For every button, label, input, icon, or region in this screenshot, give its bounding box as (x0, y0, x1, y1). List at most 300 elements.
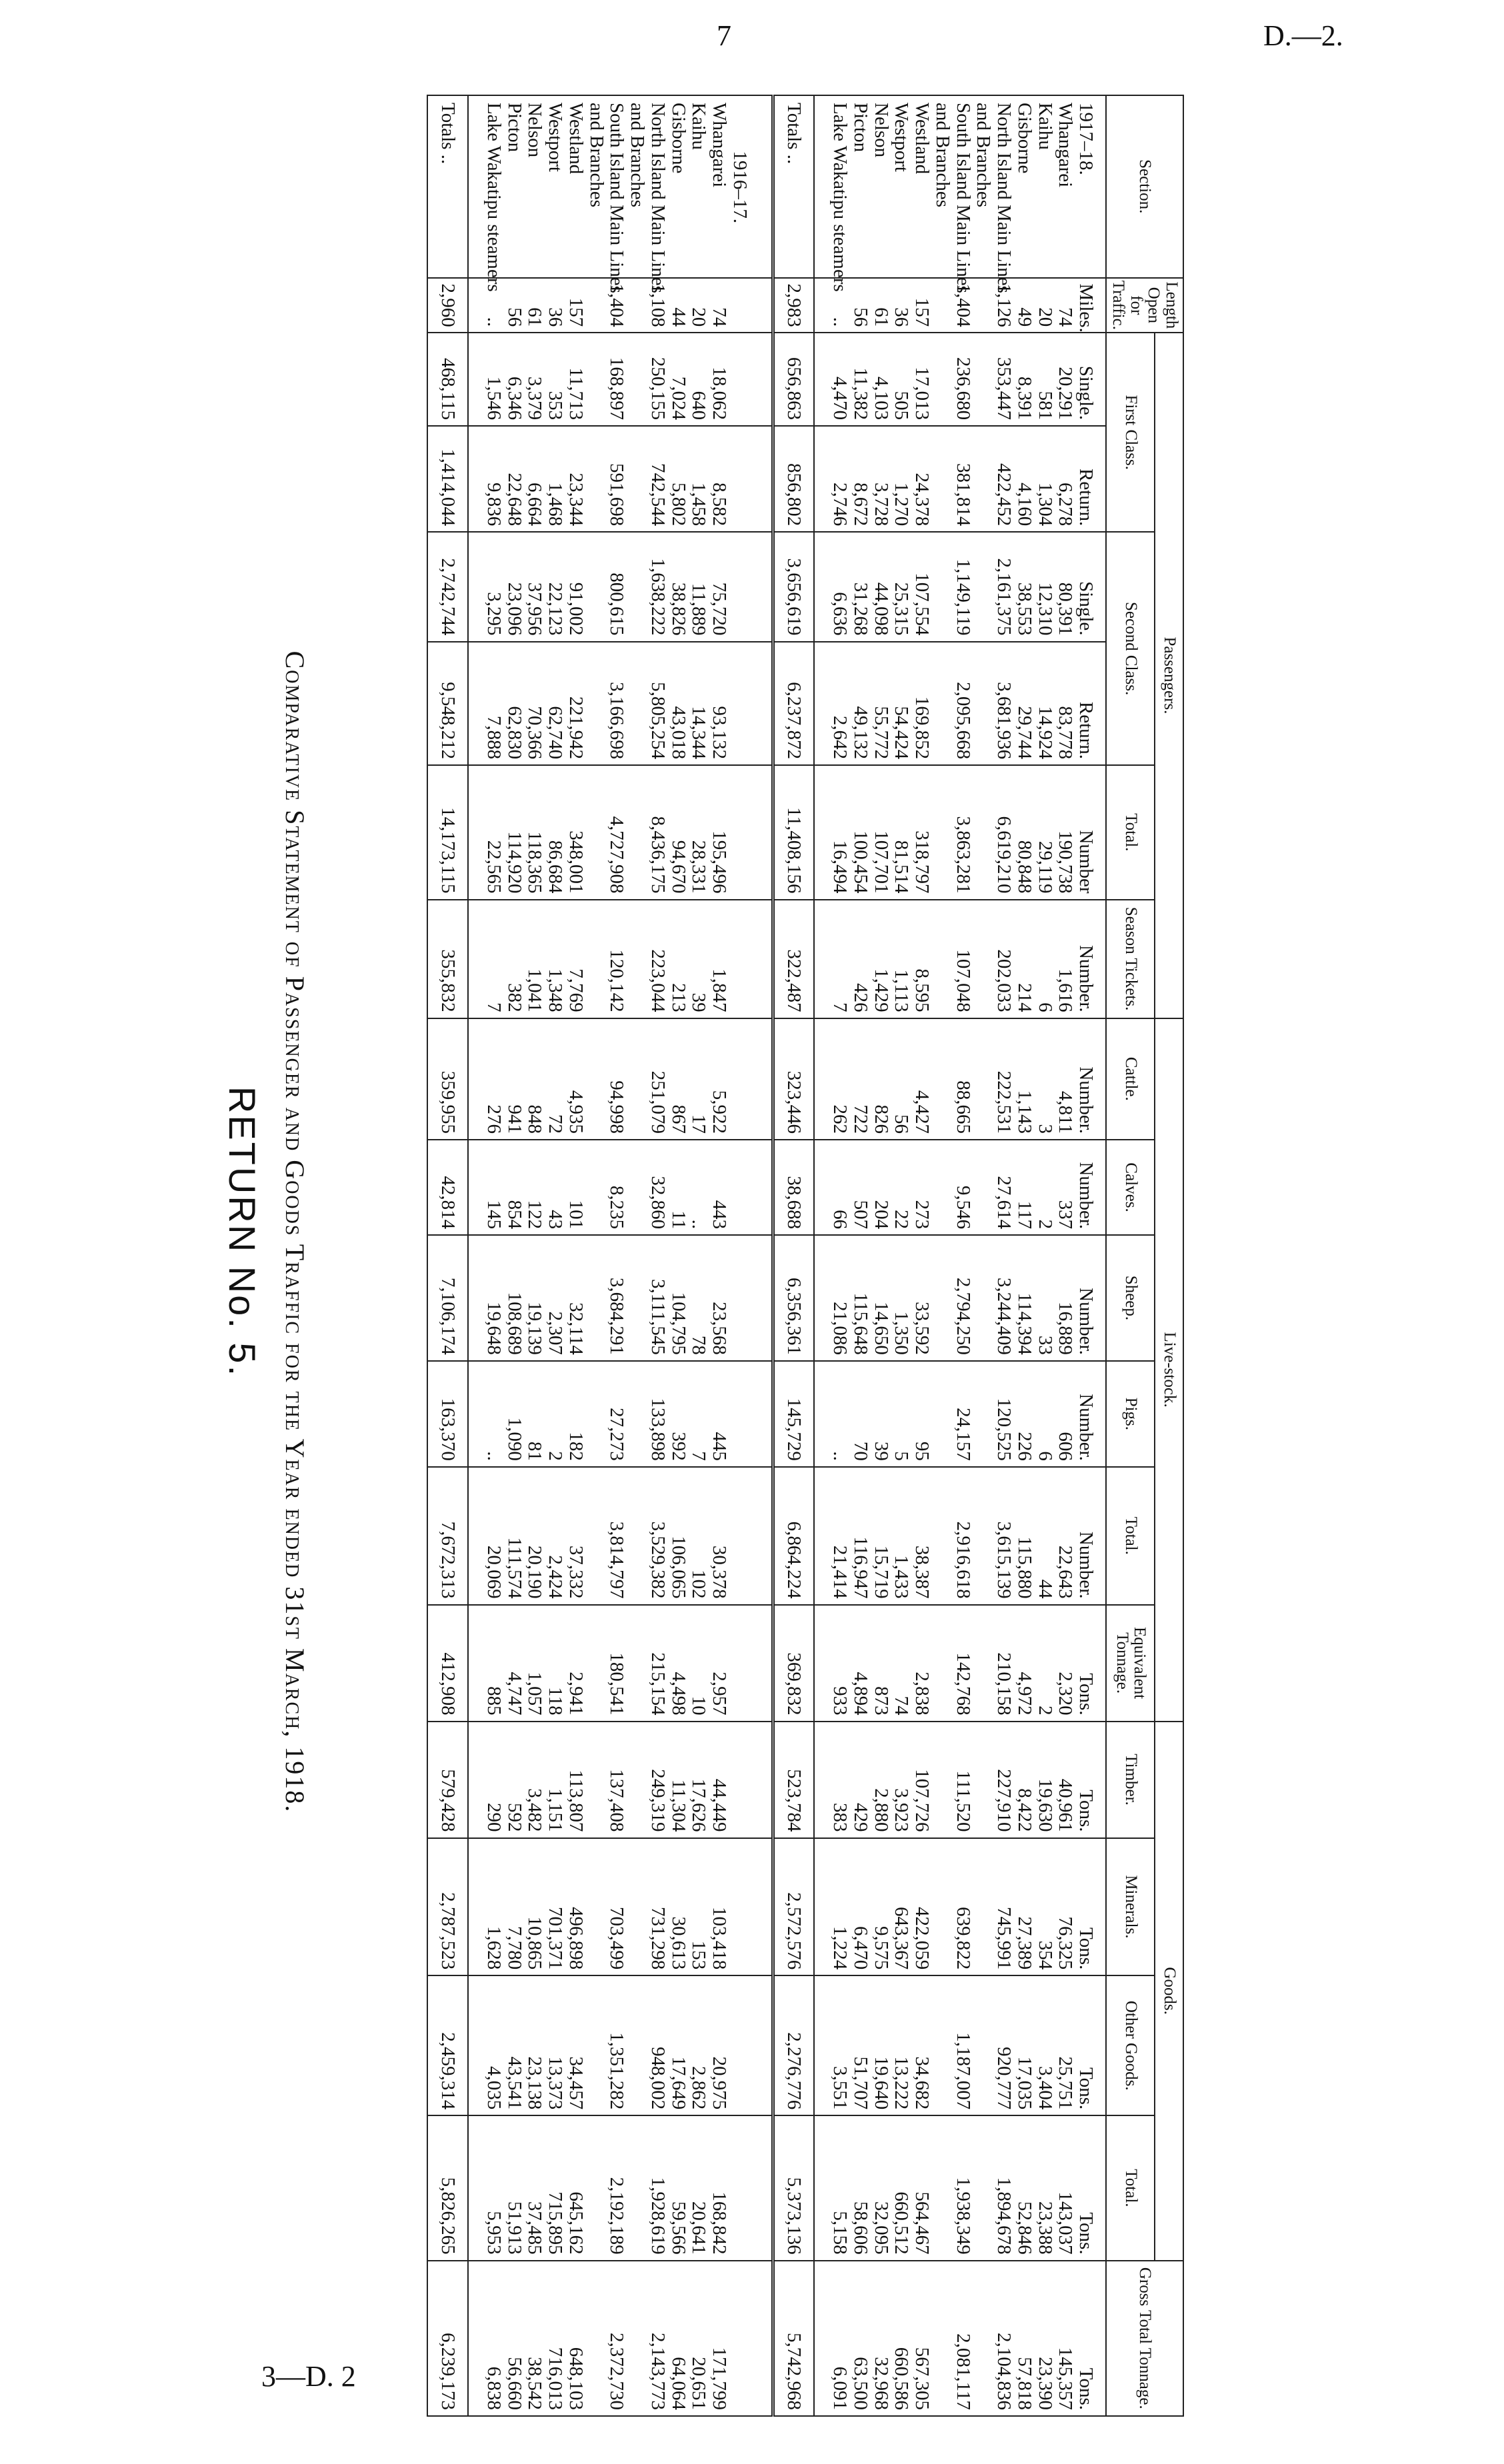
value-cell: 145,729 (773, 1361, 814, 1467)
value-cell (729, 1838, 757, 1976)
value-cell: 920,777 (993, 1975, 1014, 2115)
value-cell (757, 642, 773, 766)
goods-header: Goods. (1155, 1722, 1183, 2261)
value-cell (814, 765, 829, 899)
value-cell: 1,847 (709, 900, 729, 1018)
statement-subtitle: Comparative Statement of Passenger and Goods Traffic for the Year ended 31st March, 1918. (280, 650, 310, 1814)
value-cell (932, 1018, 953, 1140)
cattle-header: Cattle. (1106, 1018, 1155, 1140)
value-cell: 16,494 (829, 765, 850, 899)
value-cell: 496,898 (565, 1838, 586, 1976)
equivalent-header: Equivalent Tonnage. (1106, 1605, 1155, 1722)
value-cell: 20 (1035, 278, 1055, 333)
value-cell: 12,310 (1035, 532, 1055, 641)
value-cell: 10 (689, 1605, 709, 1722)
unit-label: Number. (1075, 1361, 1106, 1467)
value-cell (757, 1235, 773, 1361)
unit-label: Return. (1075, 426, 1106, 532)
section-cell: Westland (911, 95, 932, 278)
value-cell: 114,394 (1014, 1235, 1035, 1361)
value-cell: 210,158 (993, 1605, 1014, 1722)
value-cell: 23,096 (504, 532, 525, 641)
value-cell: 1,429 (871, 900, 891, 1018)
timber-header: Timber. (1106, 1722, 1155, 1838)
value-cell: 392 (668, 1361, 689, 1467)
value-cell (814, 1838, 829, 1976)
value-cell (586, 1018, 607, 1140)
table-row (483, 95, 504, 2416)
value-cell (973, 1722, 994, 1838)
value-cell: 8,595 (911, 900, 932, 1018)
value-cell (729, 1018, 757, 1140)
value-cell: 62,740 (545, 642, 565, 766)
value-cell: 6 (1035, 1361, 1055, 1467)
section-cell: Gisborne (668, 95, 689, 278)
value-cell: 43,541 (504, 1975, 525, 2115)
value-cell: 4,894 (850, 1605, 871, 1722)
section-cell: Kaihu (689, 95, 709, 278)
value-cell: 32,860 (647, 1140, 668, 1235)
value-cell: 5,826,265 (427, 2115, 468, 2260)
value-cell: 505 (891, 333, 912, 426)
value-cell: 44 (1035, 1467, 1055, 1605)
value-cell (586, 765, 607, 899)
value-cell: 1,414,044 (427, 426, 468, 532)
value-cell: 1,270 (891, 426, 912, 532)
value-cell: 1,433 (891, 1467, 912, 1605)
section-cell: Nelson (525, 95, 545, 278)
value-cell (814, 1467, 829, 1605)
section-cell: and Branches (973, 95, 994, 278)
value-cell (973, 1140, 994, 1235)
value-cell: 107,726 (911, 1722, 932, 1838)
value-cell: 14,344 (689, 642, 709, 766)
value-cell: 25,315 (891, 532, 912, 641)
value-cell: 1,938,349 (953, 2115, 973, 2260)
value-cell: 656,863 (773, 333, 814, 426)
value-cell: 38,542 (525, 2261, 545, 2416)
value-cell: 221,942 (565, 642, 586, 766)
value-cell: 145 (483, 1140, 504, 1235)
value-cell (932, 1361, 953, 1467)
value-cell (468, 900, 483, 1018)
value-cell (586, 900, 607, 1018)
value-cell: 3,404 (1035, 1975, 1055, 2115)
value-cell: 75,720 (709, 532, 729, 641)
value-cell: 54,424 (891, 642, 912, 766)
units-row (1075, 95, 1106, 2416)
unit-label: Tons. (1075, 2115, 1106, 2260)
value-cell: 120,525 (993, 1361, 1014, 1467)
value-cell: 11 (668, 1140, 689, 1235)
value-cell (757, 1140, 773, 1235)
value-cell: 145,357 (1055, 2261, 1076, 2416)
value-cell: 581 (1035, 333, 1055, 426)
value-cell: 5,922 (709, 1018, 729, 1140)
season-header: Season Tickets. (1106, 900, 1155, 1018)
value-cell: 5 (891, 1361, 912, 1467)
table-row (627, 95, 647, 2416)
table-row (689, 95, 709, 2416)
value-cell: 23,388 (1035, 2115, 1055, 2260)
value-cell: 2,459,314 (427, 1975, 468, 2115)
value-cell: 1,616 (1055, 900, 1076, 1018)
value-cell: 4,747 (504, 1605, 525, 1722)
value-cell: 4,160 (1014, 426, 1035, 532)
value-cell: 44,098 (871, 532, 891, 641)
value-cell: 13,373 (545, 1975, 565, 2115)
value-cell: 56 (891, 1018, 912, 1140)
value-cell: 43,018 (668, 642, 689, 766)
value-cell: 6,619,210 (993, 765, 1014, 899)
livestock-total-header: Total. (1106, 1467, 1155, 1605)
section-cell: Lake Wakatipu steamers (829, 95, 850, 278)
section-cell: Westport (891, 95, 912, 278)
value-cell: 27,614 (993, 1140, 1014, 1235)
section-cell: Westland (565, 95, 586, 278)
value-cell: 273 (911, 1140, 932, 1235)
value-cell (973, 1235, 994, 1361)
spacer-row (814, 95, 829, 2416)
value-cell: 111,520 (953, 1722, 973, 1838)
value-cell (468, 1722, 483, 1838)
value-cell: 190,738 (1055, 765, 1076, 899)
value-cell: 3,615,139 (993, 1467, 1014, 1605)
value-cell (932, 426, 953, 532)
section-cell: Whangarei (1055, 95, 1076, 278)
value-cell: 30,378 (709, 1467, 729, 1605)
value-cell: 337 (1055, 1140, 1076, 1235)
value-cell: 4,035 (483, 1975, 504, 2115)
value-cell (586, 1605, 607, 1722)
value-cell: 10,865 (525, 1838, 545, 1976)
page-number: 7 (717, 19, 731, 52)
value-cell (757, 532, 773, 641)
value-cell: 2,320 (1055, 1605, 1076, 1722)
value-cell: 36 (891, 278, 912, 333)
value-cell (468, 532, 483, 641)
value-cell: 1,348 (545, 900, 565, 1018)
value-cell: 9,546 (953, 1140, 973, 1235)
value-cell: 660,586 (891, 2261, 912, 2416)
value-cell: 2,960 (427, 278, 468, 333)
value-cell (468, 1140, 483, 1235)
value-cell: 5,742,968 (773, 2261, 814, 2416)
value-cell: 3,728 (871, 426, 891, 532)
value-cell: 142,768 (953, 1605, 973, 1722)
value-cell: 38,387 (911, 1467, 932, 1605)
minerals-header: Minerals. (1106, 1838, 1155, 1976)
value-cell: 72 (545, 1018, 565, 1140)
value-cell: 74 (1055, 278, 1076, 333)
value-cell: 56 (850, 278, 871, 333)
value-cell: 6,239,173 (427, 2261, 468, 2416)
value-cell: 107,554 (911, 532, 932, 641)
value-cell: 78 (689, 1235, 709, 1361)
value-cell: 114,920 (504, 765, 525, 899)
value-cell: 91,002 (565, 532, 586, 641)
value-cell (627, 1722, 647, 1838)
value-cell (586, 333, 607, 426)
value-cell: 9,836 (483, 426, 504, 532)
value-cell: 57,818 (1014, 2261, 1035, 2416)
value-cell: 8,436,175 (647, 765, 668, 899)
value-cell: 426 (850, 900, 871, 1018)
value-cell: 143,037 (1055, 2115, 1076, 2260)
value-cell: 3 (1035, 1018, 1055, 1140)
value-cell (729, 2261, 757, 2416)
value-cell: 7,769 (565, 900, 586, 1018)
value-cell (757, 1018, 773, 1140)
value-cell: 1,108 (647, 278, 668, 333)
value-cell: 108,689 (504, 1235, 525, 1361)
value-cell: 1,928,619 (647, 2115, 668, 2260)
value-cell (627, 2261, 647, 2416)
value-cell: 37,956 (525, 532, 545, 641)
value-cell: 213 (668, 900, 689, 1018)
value-cell: 4,935 (565, 1018, 586, 1140)
value-cell: 322,487 (773, 900, 814, 1018)
value-cell (814, 1722, 829, 1838)
value-cell: 36 (545, 278, 565, 333)
value-cell (586, 278, 607, 333)
value-cell (814, 642, 829, 766)
value-cell: 226 (1014, 1361, 1035, 1467)
value-cell: 66 (829, 1140, 850, 1235)
value-cell (729, 900, 757, 1018)
value-cell: 1,090 (504, 1361, 525, 1467)
value-cell: 62,830 (504, 642, 525, 766)
length-header: Length Open for Traffic. (1106, 278, 1183, 333)
value-cell (757, 2115, 773, 2260)
value-cell (973, 765, 994, 899)
value-cell: 51,913 (504, 2115, 525, 2260)
value-cell: 369,832 (773, 1605, 814, 1722)
value-cell: 251,079 (647, 1018, 668, 1140)
value-cell: 3,863,281 (953, 765, 973, 899)
value-cell: 111,574 (504, 1467, 525, 1605)
value-cell (586, 1361, 607, 1467)
value-cell (932, 642, 953, 766)
table-row (932, 95, 953, 2416)
value-cell: 39 (871, 1361, 891, 1467)
value-cell: 107,048 (953, 900, 973, 1018)
value-cell: 7,106,174 (427, 1235, 468, 1361)
unit-label: Single. (1075, 532, 1106, 641)
value-cell: 9,575 (871, 1838, 891, 1976)
value-cell: 44 (668, 278, 689, 333)
value-cell: 223,044 (647, 900, 668, 1018)
value-cell: 7 (829, 900, 850, 1018)
value-cell: 5,802 (668, 426, 689, 532)
value-cell (814, 1605, 829, 1722)
value-cell: 21,086 (829, 1235, 850, 1361)
value-cell: 643,367 (891, 1838, 912, 1976)
value-cell: 2 (1035, 1140, 1055, 1235)
value-cell: 22,565 (483, 765, 504, 899)
value-cell: 8,422 (1014, 1722, 1035, 1838)
value-cell (729, 642, 757, 766)
value-cell: 826 (871, 1018, 891, 1140)
other-goods-header: Other Goods. (1106, 1975, 1155, 2115)
value-cell: 412,908 (427, 1605, 468, 1722)
section-cell: Totals .. (773, 95, 814, 278)
value-cell: 24,157 (953, 1361, 973, 1467)
section-cell: South Island Main Lines (607, 95, 627, 278)
value-cell: 354 (1035, 1838, 1055, 1976)
value-cell: 37,485 (525, 2115, 545, 2260)
spacer-row (468, 95, 483, 2416)
value-cell: 318,797 (911, 765, 932, 899)
value-cell: .. (689, 1140, 709, 1235)
value-cell (757, 1722, 773, 1838)
value-cell: 445 (709, 1361, 729, 1467)
value-cell: 6,636 (829, 532, 850, 641)
value-cell: 22,643 (1055, 1467, 1076, 1605)
value-cell: 2,104,836 (993, 2261, 1014, 2416)
value-cell: 30,613 (668, 1838, 689, 1976)
value-cell (586, 1975, 607, 2115)
value-cell: 8,582 (709, 426, 729, 532)
value-cell: 44,449 (709, 1722, 729, 1838)
section-cell: Gisborne (1014, 95, 1035, 278)
section-cell: and Branches (627, 95, 647, 278)
value-cell: 2 (1035, 1605, 1055, 1722)
section-cell: Totals .. (427, 95, 468, 278)
value-cell: 3,111,545 (647, 1235, 668, 1361)
value-cell: 11,304 (668, 1722, 689, 1838)
value-cell: 153 (689, 1838, 709, 1976)
value-cell (814, 426, 829, 532)
value-cell (729, 1467, 757, 1605)
section-cell: Nelson (871, 95, 891, 278)
value-cell: 23,344 (565, 426, 586, 532)
value-cell (932, 2261, 953, 2416)
value-cell: 2,307 (545, 1235, 565, 1361)
value-cell: 23,390 (1035, 2261, 1055, 2416)
value-cell: 941 (504, 1018, 525, 1140)
value-cell (468, 1838, 483, 1976)
value-cell: 745,991 (993, 1838, 1014, 1976)
value-cell: 2,916,618 (953, 1467, 973, 1605)
value-cell (932, 1235, 953, 1361)
table-body (427, 95, 1106, 2416)
value-cell: 6,237,872 (773, 642, 814, 766)
value-cell (973, 426, 994, 532)
value-cell: 276 (483, 1018, 504, 1140)
unit-label: Tons. (1075, 1838, 1106, 1976)
unit-label: Number. (1075, 1235, 1106, 1361)
value-cell: 2,957 (709, 1605, 729, 1722)
value-cell: 7,888 (483, 642, 504, 766)
value-cell: 800,615 (607, 532, 627, 641)
value-cell: 9,548,212 (427, 642, 468, 766)
value-cell: 4,727,908 (607, 765, 627, 899)
value-cell: 19,139 (525, 1235, 545, 1361)
value-cell: 5,158 (829, 2115, 850, 2260)
value-cell: 6,278 (1055, 426, 1076, 532)
value-cell: 113,807 (565, 1722, 586, 1838)
value-cell (973, 2261, 994, 2416)
value-cell: 18,062 (709, 333, 729, 426)
second-class-header: Second Class. (1106, 532, 1155, 765)
value-cell: 38,688 (773, 1140, 814, 1235)
value-cell: 2,081,117 (953, 2261, 973, 2416)
value-cell: 106,065 (668, 1467, 689, 1605)
value-cell (586, 426, 607, 532)
value-cell (757, 1975, 773, 2115)
value-cell (468, 1605, 483, 1722)
value-cell: 32,968 (871, 2261, 891, 2416)
value-cell: .. (483, 1361, 504, 1467)
value-cell (932, 1140, 953, 1235)
value-cell (627, 532, 647, 641)
value-cell: 2,838 (911, 1605, 932, 1722)
value-cell: 58,606 (850, 2115, 871, 2260)
value-cell: 422,452 (993, 426, 1014, 532)
value-cell: 115,648 (850, 1235, 871, 1361)
value-cell: 323,446 (773, 1018, 814, 1140)
section-cell: Westport (545, 95, 565, 278)
value-cell: 38,826 (668, 532, 689, 641)
value-cell: 101 (565, 1140, 586, 1235)
table-row (1055, 95, 1076, 2416)
section-cell: Lake Wakatipu steamers (483, 95, 504, 278)
value-cell: 63,500 (850, 2261, 871, 2416)
value-cell: 28,331 (689, 765, 709, 899)
value-cell (973, 1605, 994, 1722)
value-cell: 6,346 (504, 333, 525, 426)
value-cell (627, 1018, 647, 1140)
value-cell: 33 (1035, 1235, 1055, 1361)
value-cell: 716,013 (545, 2261, 565, 2416)
value-cell (973, 642, 994, 766)
value-cell: 885 (483, 1605, 504, 1722)
value-cell: 290 (483, 1722, 504, 1838)
value-cell (627, 1838, 647, 1976)
value-cell: 32,114 (565, 1235, 586, 1361)
value-cell (468, 1975, 483, 2115)
value-cell (627, 2115, 647, 2260)
value-cell: 742,544 (647, 426, 668, 532)
value-cell: 3,923 (891, 1722, 912, 1838)
value-cell (729, 1235, 757, 1361)
value-cell: 95 (911, 1361, 932, 1467)
value-cell: 523,784 (773, 1722, 814, 1838)
value-cell (932, 333, 953, 426)
section-cell: North Island Main Lines (647, 95, 668, 278)
value-cell: 715,895 (545, 2115, 565, 2260)
value-cell: 1,041 (525, 900, 545, 1018)
unit-label: Tons. (1075, 1605, 1106, 1722)
value-cell: 34,457 (565, 1975, 586, 2115)
value-cell: 648,103 (565, 2261, 586, 2416)
value-cell (468, 426, 483, 532)
year-label: 1916–17. (729, 95, 757, 278)
value-cell: 2,983 (773, 278, 814, 333)
value-cell: 61 (871, 278, 891, 333)
value-cell: 249,319 (647, 1722, 668, 1838)
value-cell: .. (483, 278, 504, 333)
value-cell: 468,115 (427, 333, 468, 426)
value-cell: 3,166,698 (607, 642, 627, 766)
value-cell: 22 (891, 1140, 912, 1235)
value-cell: 6,664 (525, 426, 545, 532)
table-row (586, 95, 607, 2416)
table-row (647, 95, 668, 2416)
value-cell (757, 900, 773, 1018)
spacer-row (757, 95, 773, 2416)
